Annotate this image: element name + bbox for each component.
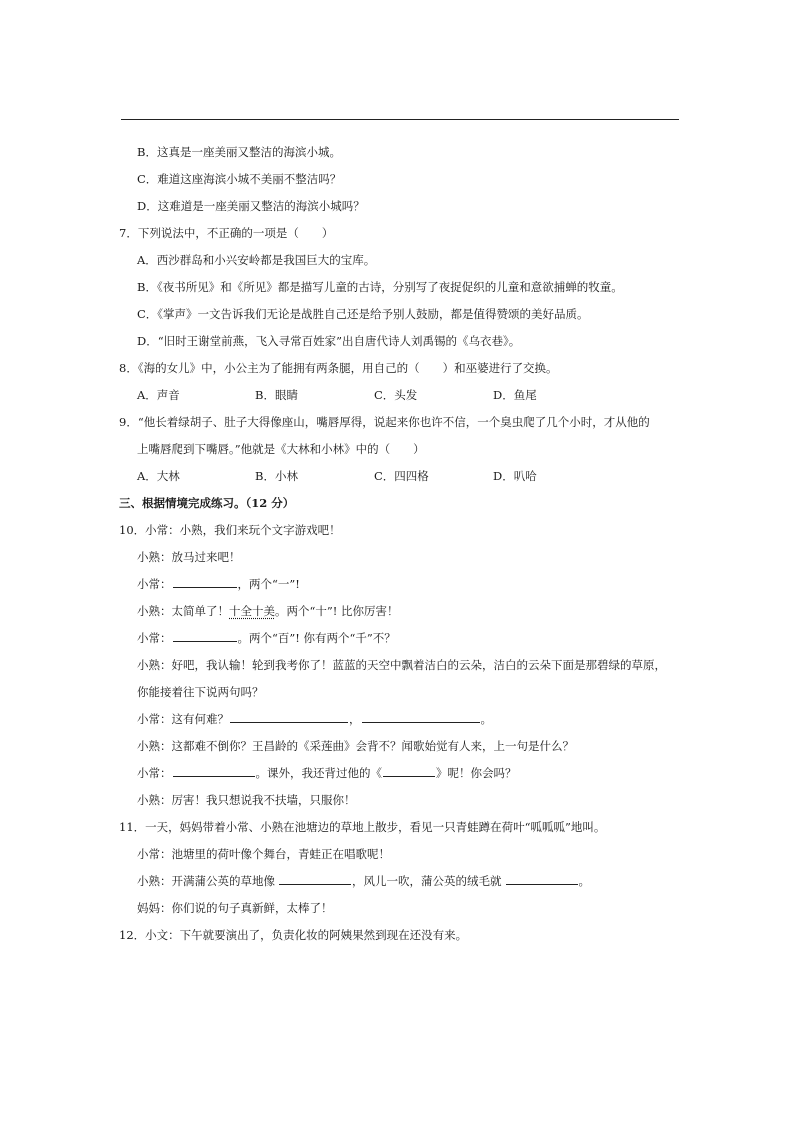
answer-blank[interactable]	[279, 873, 351, 885]
q10-text: ，	[349, 712, 361, 726]
emphasized-idiom: 十全十美	[229, 604, 275, 618]
answer-blank[interactable]	[506, 873, 578, 885]
q6-option-c: C．难道这座海滨小城不美丽不整洁吗？	[137, 172, 342, 186]
q8-option: D．鱼尾	[493, 388, 537, 402]
q10-dialogue-line	[137, 603, 399, 619]
q10-dialogue-line: 小熟：好吧，我认输！轮到我考你了！蓝蓝的天空中飘着洁白的云朵，洁白的云朵下面是那碧绿的草原，	[137, 658, 666, 672]
q11-text: 小熟：开满蒲公英的草地像	[137, 874, 275, 888]
q8-option: C．头发	[374, 388, 418, 402]
header-rule	[121, 119, 679, 120]
q10-stem: 10．小常：小熟，我们来玩个文字游戏吧！	[119, 523, 341, 537]
q10-dialogue-line: 小熟：这都难不倒你？王昌龄的《采莲曲》会背不？闻歌始觉有人来，上一句是什么？	[137, 739, 574, 753]
q7-option-d: D．“旧时王谢堂前燕，飞入寻常百姓家”出自唐代诗人刘禹锡的《乌衣巷》。	[137, 334, 521, 348]
q6-option-b: B．这真是一座美丽又整洁的海滨小城。	[137, 145, 341, 159]
answer-blank[interactable]	[173, 576, 237, 588]
q11-dialogue-line	[137, 873, 590, 889]
q7-option-a: A．西沙群岛和小兴安岭都是我国巨大的宝库。	[137, 253, 376, 267]
q10-text: 。	[480, 712, 492, 726]
answer-blank[interactable]	[230, 711, 348, 723]
q9-option: A．大林	[137, 469, 180, 483]
q8-option: A．声音	[137, 388, 180, 402]
q10-dialogue-line: 小熟：放马过来吧！	[137, 550, 241, 564]
answer-blank[interactable]	[173, 765, 255, 777]
q10-text: 小常：	[137, 577, 172, 591]
q9-stem-line-1: 9．“他长着绿胡子、肚子大得像座山，嘴唇厚得，说起来你也许不信，一个臭虫爬了几个小时，才从他的	[119, 415, 650, 429]
q10-dialogue-line	[137, 630, 396, 646]
q11-text: ，风儿一吹，蒲公英的绒毛就	[352, 874, 502, 888]
q11-dialogue-line: 小常：池塘里的荷叶像个舞台，青蛙正在唱歌呢！	[137, 847, 390, 861]
answer-blank[interactable]	[362, 711, 480, 723]
q7-option-b: B．《夜书所见》和《所见》都是描写儿童的古诗，分别写了夜捉促织的儿童和意欲捕蝉的牧童。	[137, 280, 623, 294]
q7-option-c: C．《掌声》一文告诉我们无论是战胜自己还是给予别人鼓励，都是值得赞颂的美好品质。	[137, 307, 589, 321]
q11-dialogue-line: 妈妈：你们说的句子真新鲜，太棒了！	[137, 901, 333, 915]
q12-stem: 12．小文：下午就要演出了，负责化妆的阿姨果然到现在还没有来。	[119, 928, 468, 942]
q6-option-d: D．这难道是一座美丽又整洁的海滨小城吗？	[137, 199, 365, 213]
answer-blank[interactable]	[383, 765, 435, 777]
q10-text: 》呢！你会吗？	[436, 766, 517, 780]
q9-option: D．叭哈	[493, 469, 537, 483]
q10-text: 小常：	[137, 631, 172, 645]
q8-stem: 8．《海的女儿》中，小公主为了能拥有两条腿，用自己的（ ）和巫婆进行了交换。	[119, 361, 558, 375]
q10-text: 。两个“十”! 比你厉害！	[275, 604, 399, 618]
q8-option: B．眼睛	[255, 388, 298, 402]
q9-stem-line-2: 上嘴唇爬到下嘴唇。”他就是《大林和小林》中的（ ）	[137, 442, 425, 456]
q10-text: 小熟：太简单了！	[137, 604, 229, 618]
q9-option: C．四四格	[374, 469, 429, 483]
q10-dialogue-line: 你能接着往下说两句吗？	[137, 685, 264, 699]
q11-text: 。	[578, 874, 590, 888]
q10-text: 。两个“百”! 你有两个“千”不？	[237, 631, 396, 645]
section-heading: 三、根据情境完成练习。（12 分）	[119, 496, 295, 510]
q10-text: 小常：	[137, 766, 172, 780]
q10-text: 。课外，我还背过他的《	[255, 766, 382, 780]
q11-stem: 11．一天，妈妈带着小常、小熟在池塘边的草地上散步，看见一只青蛙蹲在荷叶“呱呱呱”地叫。	[119, 820, 606, 834]
q9-option: B．小林	[255, 469, 298, 483]
answer-blank[interactable]	[173, 630, 237, 642]
q10-dialogue-line	[137, 765, 517, 781]
q10-text: ，两个“一”!	[237, 577, 300, 591]
q10-dialogue-line	[137, 711, 492, 727]
q10-dialogue-line: 小熟：厉害！我只想说我不扶墙，只服你！	[137, 793, 356, 807]
q10-dialogue-line	[137, 576, 300, 592]
q10-text: 小常：这有何难？	[137, 712, 229, 726]
q7-stem: 7．下列说法中，不正确的一项是（ ）	[119, 226, 334, 240]
